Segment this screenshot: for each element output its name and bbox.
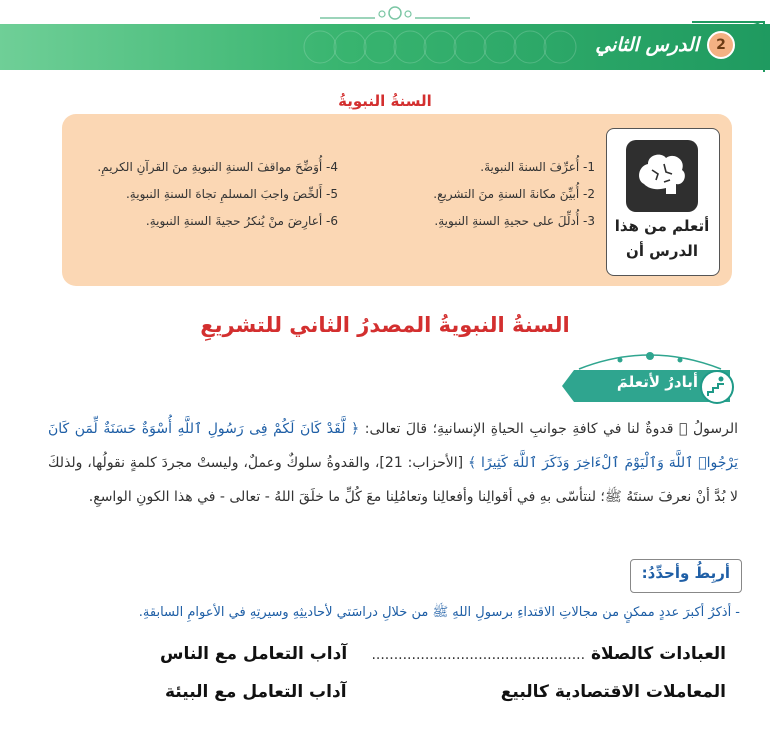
- objective-item: 3- أُدلِّلَ على حجيةِ السنةِ النبويةِ.: [434, 214, 595, 228]
- objectives-caption-line2: الدرس أن: [626, 242, 698, 260]
- objectives-list-right: [433, 154, 595, 235]
- objective-item: 5- أَلخِّصَ واجبَ المسلمِ تجاهَ السنةِ النبويةِ.: [125, 187, 338, 201]
- paragraph-text-1: الرسولُ ﷺ قدوةٌ لنا في كافةِ جوانبِ الحياةِ الإنسانيةِ؛ قالَ تعالى:: [359, 421, 738, 437]
- quran-verse: ﴿ لَّقَدْ كَانَ لَكُمْ فِى رَسُولِ ٱللَّهِ أُسْوَةٌ حَسَنَةٌ لِّمَن كَانَ يَرْجُوا۟ ٱللَّهَ وَٱلْيَوْمَ ٱلْءَاخِرَ وَذَكَرَ ٱللَّهَ كَثِيرًا ﴾: [48, 421, 738, 471]
- objective-item: 2- أُبيِّنَ مكانةَ السنةِ منَ التشريعِ.: [433, 187, 595, 201]
- question-text: - أذكرُ أكبرَ عددٍ ممكنٍ من مجالاتِ الاقتداءِ برسولِ اللهِ ﷺ من خلالِ دراسَتي لأحاديثِهِ وسيرتِهِ في الأعوامِ السابقةِ.: [138, 605, 740, 620]
- top-ornament: [320, 2, 470, 24]
- answer-right-1: [371, 644, 726, 664]
- brain-icon: [626, 140, 698, 212]
- objective-item: 4- أُوَضِّحَ مواقفَ السنةِ النبويةِ منَ القرآنِ الكريمِ.: [97, 160, 338, 174]
- stairs-person-icon: [700, 370, 734, 404]
- answer-text: آداب التعامل مع البيئة: [165, 682, 347, 702]
- main-heading: السنةُ النبويةُ المصدرُ الثاني للتشريعِ: [200, 313, 570, 337]
- answer-text: المعاملات الاقتصادية كالبيع: [500, 682, 726, 702]
- answer-right-2: [501, 682, 726, 702]
- lesson-label: الدرس الثاني: [595, 34, 699, 56]
- objective-item: 1- أُعرِّفَ السنةَ النبويةَ.: [480, 160, 595, 174]
- lesson-title: [595, 31, 735, 59]
- start-learning-label: أبادرُ لأتعلمَ: [616, 373, 698, 391]
- intro-paragraph: [48, 412, 738, 514]
- answer-dots: ................................................: [371, 647, 586, 663]
- objective-item: 6- أعارِضَ منْ يُنكرُ حجيةَ السنةِ النبويةِ.: [145, 214, 338, 228]
- paragraph-text-2: [الأحزاب: 21]، والقدوةُ سلوكٌ وعملٌ، وليستْ مجردَ كلمةٍ نقولُها، ولذلكَ لا بُدَّ أنْ نعرفَ سنتَهُ ﷺ؛ لنتأسّى بهِ في أقوالِنا وأفعالِنا وتعامُلِنا معَ كُلِّ ما خلَقَ اللهُ - تعالى - في هذا الكونِ الواسعِ.: [48, 455, 738, 505]
- answer-text: آداب التعامل مع الناس: [160, 644, 348, 664]
- subject-title: السنةُ النبويةُ: [338, 92, 432, 110]
- objectives-caption: [606, 214, 718, 264]
- answer-left-2: [165, 682, 347, 702]
- link-section-label: أربِطُ وأحدِّدُ:: [641, 564, 730, 582]
- objectives-caption-line1: أتعلم من هذا: [614, 217, 710, 235]
- lesson-number-badge: 2: [707, 31, 735, 59]
- objectives-list-left: [97, 154, 338, 235]
- answer-text: العبادات كالصلاة: [590, 644, 726, 664]
- answer-left-1: [160, 644, 347, 664]
